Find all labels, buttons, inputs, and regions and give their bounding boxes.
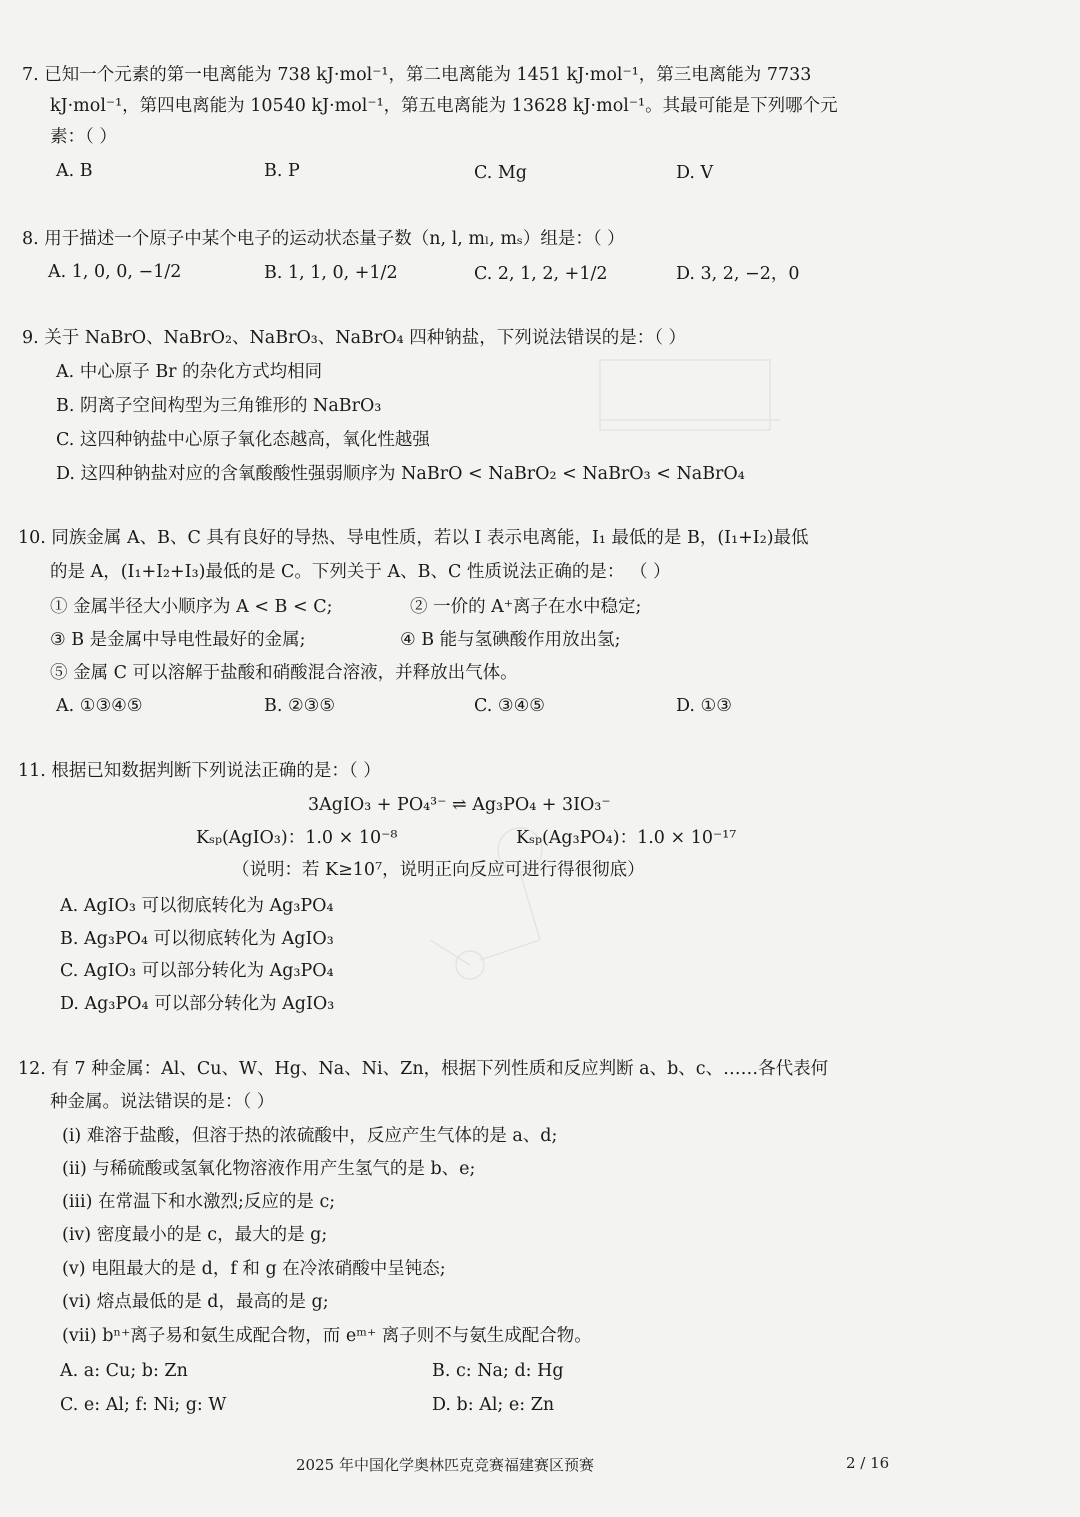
q12-statement-ii: (ii) 与稀硫酸或氢氧化物溶液作用产生氢气的是 b、e; — [62, 1159, 476, 1179]
q7-line2: kJ·mol⁻¹，第四电离能为 10540 kJ·mol⁻¹，第五电离能为 13628 kJ·mol⁻¹。其最可能是下列哪个元 — [50, 96, 838, 116]
q7-option-d: D. V — [676, 163, 714, 183]
q8-option-b: B. 1, 1, 0, +1/2 — [264, 263, 398, 283]
q10-item-4: ④ B 能与氢碘酸作用放出氢; — [400, 630, 621, 650]
q10-option-a: A. ①③④⑤ — [56, 696, 143, 716]
q12-option-d: D. b: Al; e: Zn — [432, 1395, 555, 1415]
q12-option-a: A. a: Cu; b: Zn — [60, 1361, 188, 1381]
q12-statement-iii: (iii) 在常温下和水激烈;反应的是 c; — [62, 1192, 336, 1212]
q11-note: （说明：若 K≥10⁷，说明正向反应可进行得很彻底） — [232, 860, 645, 880]
q8-option-c: C. 2, 1, 2, +1/2 — [474, 264, 608, 284]
q10-item-3: ③ B 是金属中导电性最好的金属; — [50, 630, 306, 650]
q10-line2: 的是 A，(I₁+I₂+I₃)最低的是 C。下列关于 A、B、C 性质说法正确的是： （ ） — [50, 562, 671, 582]
q10-option-d: D. ①③ — [676, 696, 732, 716]
q7-option-c: C. Mg — [474, 163, 528, 183]
q7-line3: 素：（ ） — [50, 127, 117, 147]
q11-line1: 11. 根据已知数据判断下列说法正确的是：（ ） — [18, 761, 381, 781]
q10-item-1: ① 金属半径大小顺序为 A < B < C; — [50, 597, 333, 617]
q12-line1: 12. 有 7 种金属：Al、Cu、W、Hg、Na、Ni、Zn，根据下列性质和反应判断 a、b、c、……各代表何 — [18, 1059, 829, 1079]
q11-ksp-ag3po4: Kₛₚ(Ag₃PO₄)：1.0 × 10⁻¹⁷ — [516, 828, 737, 848]
q10-option-c: C. ③④⑤ — [474, 696, 545, 716]
q9-option-c: C. 这四种钠盐中心原子氧化态越高，氧化性越强 — [56, 430, 430, 450]
q7-option-a: A. B — [56, 161, 93, 181]
q8-option-d: D. 3, 2, −2，0 — [676, 264, 800, 284]
q12-option-c: C. e: Al; f: Ni; g: W — [60, 1395, 227, 1415]
q11-ksp-agio3: Kₛₚ(AgIO₃)：1.0 × 10⁻⁸ — [196, 828, 398, 848]
q10-item-2: ② 一价的 A⁺离子在水中稳定; — [410, 597, 642, 617]
q9-line1: 9. 关于 NaBrO、NaBrO₂、NaBrO₃、NaBrO₄ 四种钠盐，下列说法错误的是：（ ） — [22, 328, 687, 348]
q10-option-b: B. ②③⑤ — [264, 696, 336, 716]
q10-item-5: ⑤ 金属 C 可以溶解于盐酸和硝酸混合溶液，并释放出气体。 — [50, 663, 518, 683]
q12-line2: 种金属。说法错误的是：（ ） — [50, 1092, 275, 1112]
q7-line1: 7. 已知一个元素的第一电离能为 738 kJ·mol⁻¹，第二电离能为 1451 kJ·mol⁻¹，第三电离能为 7733 — [22, 65, 812, 85]
q10-line1: 10. 同族金属 A、B、C 具有良好的导热、导电性质，若以 I 表示电离能，I₁ 最低的是 B，(I₁+I₂)最低 — [18, 528, 809, 548]
q12-statement-vii: (vii) bⁿ⁺离子易和氨生成配合物，而 eᵐ⁺ 离子则不与氨生成配合物。 — [62, 1326, 592, 1346]
q11-option-d: D. Ag₃PO₄ 可以部分转化为 AgIO₃ — [60, 994, 335, 1014]
q8-option-a: A. 1, 0, 0, −1/2 — [48, 262, 182, 282]
q7-option-b: B. P — [264, 161, 300, 181]
q8-line1: 8. 用于描述一个原子中某个电子的运动状态量子数（n, l, mₗ, mₛ）组是：（ ） — [22, 229, 625, 249]
q11-option-a: A. AgIO₃ 可以彻底转化为 Ag₃PO₄ — [60, 896, 334, 916]
q12-option-b: B. c: Na; d: Hg — [432, 1361, 564, 1381]
q12-statement-iv: (iv) 密度最小的是 c，最大的是 g; — [62, 1225, 328, 1245]
q11-option-c: C. AgIO₃ 可以部分转化为 Ag₃PO₄ — [60, 961, 334, 981]
q12-statement-v: (v) 电阻最大的是 d，f 和 g 在冷浓硝酸中呈钝态; — [62, 1259, 446, 1279]
q12-statement-vi: (vi) 熔点最低的是 d，最高的是 g; — [62, 1292, 329, 1312]
q9-option-b: B. 阴离子空间构型为三角锥形的 NaBrO₃ — [56, 396, 382, 416]
q9-option-a: A. 中心原子 Br 的杂化方式均相同 — [56, 362, 323, 382]
q9-option-d: D. 这四种钠盐对应的含氧酸酸性强弱顺序为 NaBrO < NaBrO₂ < NaBrO₃ < NaBrO₄ — [56, 464, 745, 484]
q12-statement-i: (i) 难溶于盐酸，但溶于热的浓硫酸中，反应产生气体的是 a、d; — [62, 1126, 558, 1146]
footer-page-number: 2 / 16 — [846, 1454, 890, 1472]
footer-title: 2025 年中国化学奥林匹克竞赛福建赛区预赛 — [296, 1456, 594, 1474]
q11-equation: 3AgIO₃ + PO₄³⁻ ⇌ Ag₃PO₄ + 3IO₃⁻ — [308, 795, 611, 815]
q11-option-b: B. Ag₃PO₄ 可以彻底转化为 AgIO₃ — [60, 929, 334, 949]
